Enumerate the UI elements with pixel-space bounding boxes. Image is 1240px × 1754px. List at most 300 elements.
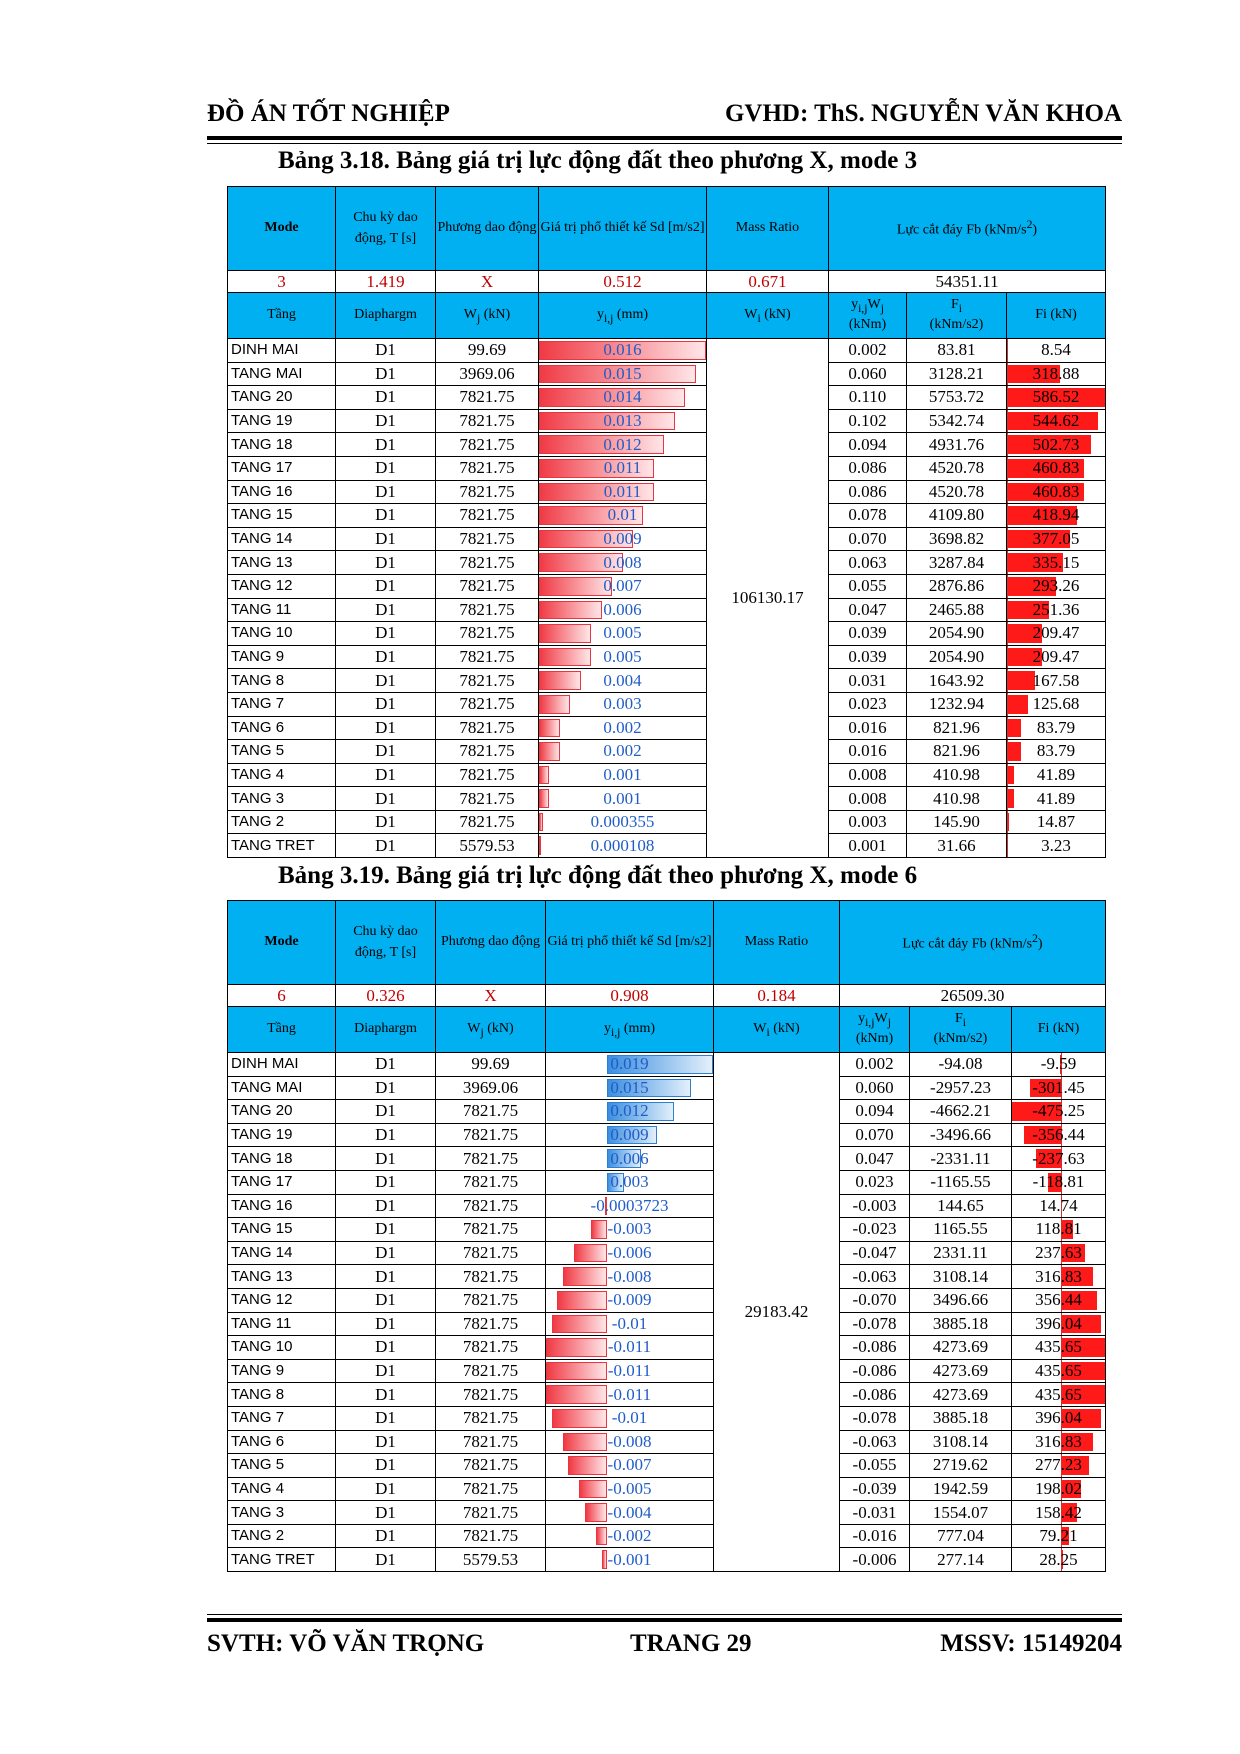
table-row: [228, 669, 1106, 693]
fi-kn-value: 418.94: [1032, 505, 1080, 525]
table-row: [228, 763, 1106, 787]
fi-kn-value: 8.54: [1041, 340, 1071, 360]
table-row: [228, 1359, 1106, 1383]
fi-value: 5753.72: [907, 386, 1007, 410]
yij-value: 0.002: [603, 741, 642, 761]
col-yw: [829, 293, 907, 339]
fi-kn-bar: [1007, 742, 1021, 761]
yij-cell: [546, 1454, 714, 1478]
fi-value: 4520.78: [907, 480, 1007, 504]
fi-kn-cell: [1012, 1100, 1106, 1124]
fi-kn-bar: [1007, 695, 1028, 714]
fi-value: -94.08: [910, 1053, 1012, 1077]
diaphragm-value: D1: [336, 1336, 436, 1360]
fi-kn-value: 14.87: [1036, 812, 1076, 832]
wj-value: 7821.75: [436, 433, 539, 457]
yw-value: 0.063: [829, 551, 907, 575]
fi-value: 144.65: [910, 1194, 1012, 1218]
fi-kn-axis: [1007, 410, 1008, 433]
diaphragm-value: D1: [336, 409, 436, 433]
floor-name: DINH MAI: [228, 1053, 336, 1077]
fi-kn-cell: [1012, 1241, 1106, 1265]
floor-name: DINH MAI: [228, 339, 336, 363]
diaphragm-value: D1: [336, 504, 436, 528]
fi-kn-cell: [1007, 645, 1106, 669]
direction-value: X: [436, 271, 539, 293]
yw-value: -0.086: [840, 1383, 910, 1407]
yij-cell: [539, 645, 707, 669]
yij-value: 0.01: [607, 505, 638, 525]
diaphragm-value: D1: [336, 834, 436, 858]
fi-kn-axis: [1007, 622, 1008, 645]
wj-value: 7821.75: [436, 1524, 546, 1548]
table-row: [228, 1218, 1106, 1242]
fi-kn-cell: [1007, 386, 1106, 410]
diaphragm-value: D1: [336, 692, 436, 716]
diaphragm-value: D1: [336, 433, 436, 457]
floor-name: TANG MAI: [228, 362, 336, 386]
yij-unit: (mm): [613, 306, 648, 322]
wj-value: 7821.75: [436, 1194, 546, 1218]
period-value: 1.419: [336, 271, 436, 293]
fi-kn-cell: [1012, 1312, 1106, 1336]
floor-name: TANG 13: [228, 1265, 336, 1289]
fi-kn-cell: [1007, 456, 1106, 480]
force-table-2: [227, 900, 1106, 1572]
wi-sub: i: [766, 1025, 770, 1039]
fi-kn-cell: [1007, 480, 1106, 504]
yij-value: 0.011: [603, 458, 642, 478]
yw-symbol-2: W: [867, 297, 881, 313]
fi-value: 3287.84: [907, 551, 1007, 575]
fi-value: 410.98: [907, 787, 1007, 811]
table-row: [228, 1076, 1106, 1100]
yw-value: 0.060: [840, 1076, 910, 1100]
diaphragm-value: D1: [336, 1288, 436, 1312]
fi-value: 31.66: [907, 834, 1007, 858]
fi-kn-cell: [1012, 1218, 1106, 1242]
diaphragm-value: D1: [336, 1100, 436, 1124]
fi-kn-cell: [1007, 598, 1106, 622]
mass-ratio-value: 0.184: [714, 985, 840, 1007]
fi-kn-cell: [1007, 692, 1106, 716]
wj-value: 7821.75: [436, 1218, 546, 1242]
floor-name: TANG 19: [228, 409, 336, 433]
yij-cell: [546, 1076, 714, 1100]
fi-value: 1232.94: [907, 692, 1007, 716]
floor-name: TANG 10: [228, 1336, 336, 1360]
yij-value: -0.001: [607, 1549, 652, 1569]
fi-kn-value: 586.52: [1032, 387, 1080, 407]
diaphragm-value: D1: [336, 763, 436, 787]
fi-kn-cell: [1012, 1383, 1106, 1407]
yij-bar: [539, 742, 560, 761]
fi-value: 4273.69: [910, 1383, 1012, 1407]
diaphragm-value: D1: [336, 1406, 436, 1430]
fi-kn-value: 251.36: [1032, 599, 1080, 619]
fi-kn-cell: [1012, 1194, 1106, 1218]
table-row: [228, 409, 1106, 433]
yw-value: -0.063: [840, 1265, 910, 1289]
col-diaphragm: Diaphargm: [336, 293, 436, 339]
yij-cell: [546, 1312, 714, 1336]
table-row: [228, 1454, 1106, 1478]
yij-cell: [539, 787, 707, 811]
fi-kn-cell: [1007, 740, 1106, 764]
yij-bar: [539, 435, 664, 454]
diaphragm-value: D1: [336, 716, 436, 740]
page-footer: [207, 1630, 1122, 1662]
yw-value: 0.023: [840, 1170, 910, 1194]
col-wj: [436, 293, 539, 339]
yw-value: -0.047: [840, 1241, 910, 1265]
wj-value: 7821.75: [436, 787, 539, 811]
fi-kn-cell: [1007, 787, 1106, 811]
diaphragm-value: D1: [336, 645, 436, 669]
fi-kn-axis: [1007, 669, 1008, 692]
fi-kn-axis: [1007, 433, 1008, 456]
table-row: [228, 1147, 1106, 1171]
wj-symbol: W: [467, 1020, 481, 1036]
table-caption-1: Bảng 3.18. Bảng giá trị lực động đất theo phương X, mode 3: [278, 147, 918, 174]
fi-kn-value: 83.79: [1036, 741, 1076, 761]
floor-name: TANG 7: [228, 1406, 336, 1430]
table-row: [228, 1383, 1106, 1407]
table-row: [228, 622, 1106, 646]
yw-value: -0.031: [840, 1501, 910, 1525]
yij-value: 0.003: [603, 694, 642, 714]
table-row: [228, 1430, 1106, 1454]
wj-value: 7821.75: [436, 1336, 546, 1360]
yw-value: -0.070: [840, 1288, 910, 1312]
yij-value: -0.002: [607, 1526, 652, 1546]
fi-kn-value: 83.79: [1036, 717, 1076, 737]
fi-kn-axis: [1007, 693, 1008, 716]
wj-value: 7821.75: [436, 1288, 546, 1312]
yij-cell: [546, 1053, 714, 1077]
fi-kn-cell: [1007, 574, 1106, 598]
yij-value: -0.01: [611, 1408, 648, 1428]
yij-cell: [546, 1501, 714, 1525]
fi-kn-value: 316.83: [1035, 1266, 1082, 1286]
floor-name: TANG 3: [228, 787, 336, 811]
diaphragm-value: D1: [336, 1548, 436, 1572]
floor-name: TANG 6: [228, 1430, 336, 1454]
fi-value: 4931.76: [907, 433, 1007, 457]
yij-value: 0.000108: [590, 835, 655, 855]
yw-value: 0.086: [829, 456, 907, 480]
col-mass-ratio: Mass Ratio: [707, 187, 829, 271]
yij-bar: [539, 789, 549, 808]
yij-cell: [539, 409, 707, 433]
yij-value: 0.006: [610, 1148, 649, 1168]
diaphragm-value: D1: [336, 1477, 436, 1501]
col-diaphragm: Diaphargm: [336, 1007, 436, 1053]
footer-student-id: MSSV: 15149204: [940, 1630, 1122, 1657]
yw-value: 0.047: [840, 1147, 910, 1171]
fi-value: -4662.21: [910, 1100, 1012, 1124]
yij-cell: [546, 1524, 714, 1548]
sd-value: 0.512: [539, 271, 707, 293]
wi-symbol: W: [744, 306, 758, 322]
fi-kn-cell: [1012, 1265, 1106, 1289]
fi-value: -3496.66: [910, 1123, 1012, 1147]
fi-kn-axis: [1007, 504, 1008, 527]
fi-kn-cell: [1007, 763, 1106, 787]
table-row: [228, 551, 1106, 575]
table-row: [228, 1548, 1106, 1572]
wi-value: 29183.42: [714, 1053, 840, 1572]
yw-value: 0.060: [829, 362, 907, 386]
fi-kn-axis: [1007, 646, 1008, 669]
yw-value: 0.039: [829, 645, 907, 669]
fi-kn-cell: [1007, 622, 1106, 646]
wj-unit: (kN): [483, 1020, 514, 1036]
yij-value: 0.015: [603, 363, 642, 383]
table-row: [228, 1123, 1106, 1147]
diaphragm-value: D1: [336, 787, 436, 811]
fi-kn-value: 435.65: [1035, 1361, 1082, 1381]
yij-cell: [539, 551, 707, 575]
yij-bar: [602, 1550, 608, 1569]
table-row: [228, 787, 1106, 811]
yw-value: 0.008: [829, 787, 907, 811]
floor-name: TANG 15: [228, 504, 336, 528]
fi-kn-axis: [1007, 575, 1008, 598]
yij-bar: [539, 695, 570, 714]
yij-cell: [546, 1477, 714, 1501]
wi-value: 106130.17: [707, 339, 829, 858]
fi-kn-axis: [1007, 528, 1008, 551]
fi-value: 1942.59: [910, 1477, 1012, 1501]
yij-cell: [539, 362, 707, 386]
fi-kn-cell: [1007, 409, 1106, 433]
wj-value: 5579.53: [436, 834, 539, 858]
diaphragm-value: D1: [336, 1053, 436, 1077]
wj-value: 7821.75: [436, 1100, 546, 1124]
fi-kn-axis: [1007, 551, 1008, 574]
yw-sub-2: j: [880, 302, 884, 316]
yij-value: 0.001: [603, 764, 642, 784]
diaphragm-value: D1: [336, 1076, 436, 1100]
col-wi: [714, 1007, 840, 1053]
fi-value: -2957.23: [910, 1076, 1012, 1100]
yw-value: -0.078: [840, 1312, 910, 1336]
fi-kn-value: -118.81: [1032, 1172, 1085, 1192]
yij-unit: (mm): [620, 1020, 655, 1036]
yij-cell: [539, 527, 707, 551]
col-direction: Phương dao động: [436, 187, 539, 271]
yij-value: 0.009: [603, 529, 642, 549]
yij-value: 0.012: [603, 434, 642, 454]
floor-name: TANG 2: [228, 1524, 336, 1548]
diaphragm-value: D1: [336, 1359, 436, 1383]
yij-value: -0.0003723: [590, 1195, 669, 1215]
yij-value: -0.008: [607, 1431, 652, 1451]
yij-bar: [596, 1527, 607, 1546]
yij-value: 0.019: [610, 1054, 649, 1074]
table-row: [228, 1194, 1106, 1218]
wi-symbol: W: [753, 1020, 767, 1036]
wj-value: 7821.75: [436, 1312, 546, 1336]
fi-kn-cell: [1012, 1076, 1106, 1100]
yij-cell: [539, 669, 707, 693]
fi-value: 1554.07: [910, 1501, 1012, 1525]
table-row: [228, 1477, 1106, 1501]
fi-value: 2054.90: [907, 645, 1007, 669]
fi-kn-value: 237.63: [1035, 1243, 1082, 1263]
fi-kn-value: 316.83: [1035, 1431, 1082, 1451]
yij-value: 0.012: [610, 1101, 649, 1121]
yw-value: 0.039: [829, 622, 907, 646]
wi-unit: (kN): [769, 1020, 800, 1036]
fi-kn-value: 125.68: [1032, 694, 1080, 714]
col-spectrum-sd: Giá trị phổ thiết kế Sd [m/s2]: [539, 187, 707, 271]
diaphragm-value: D1: [336, 1147, 436, 1171]
yw-symbol-2: W: [874, 1011, 888, 1027]
wj-value: 7821.75: [436, 1477, 546, 1501]
floor-name: TANG 16: [228, 1194, 336, 1218]
yij-cell: [539, 716, 707, 740]
yij-value: 0.005: [603, 623, 642, 643]
fi-kn-cell: [1007, 810, 1106, 834]
col-fi-kn: Fi (kN): [1012, 1007, 1106, 1053]
yw-value: -0.006: [840, 1548, 910, 1572]
yij-bar: [563, 1267, 608, 1286]
table-row: [228, 362, 1106, 386]
col-fi: [907, 293, 1007, 339]
fi-kn-cell: [1007, 834, 1106, 858]
base-shear-value: 54351.11: [829, 271, 1106, 293]
diaphragm-value: D1: [336, 669, 436, 693]
yij-bar: [552, 1315, 608, 1334]
table-caption-2: Bảng 3.19. Bảng giá trị lực động đất theo phương X, mode 6: [278, 862, 918, 889]
yw-value: 0.102: [829, 409, 907, 433]
base-shear-close: ): [1037, 936, 1043, 952]
floor-name: TANG 18: [228, 433, 336, 457]
yw-value: -0.055: [840, 1454, 910, 1478]
yij-cell: [546, 1336, 714, 1360]
floor-name: TANG 9: [228, 1359, 336, 1383]
table-row: [228, 504, 1106, 528]
diaphragm-value: D1: [336, 362, 436, 386]
table-row: [228, 834, 1106, 858]
base-shear-value: 26509.30: [840, 985, 1106, 1007]
fi-value: 821.96: [907, 716, 1007, 740]
floor-name: TANG TRET: [228, 834, 336, 858]
floor-name: TANG 6: [228, 716, 336, 740]
yij-bar: [574, 1244, 607, 1263]
fi-kn-axis: [1007, 386, 1008, 409]
fi-value: 4273.69: [910, 1359, 1012, 1383]
diaphragm-value: D1: [336, 810, 436, 834]
wj-value: 5579.53: [436, 1548, 546, 1572]
yij-bar: [585, 1503, 607, 1522]
floor-name: TANG 9: [228, 645, 336, 669]
fi-kn-value: 356.44: [1035, 1290, 1082, 1310]
wi-sub: i: [757, 311, 761, 325]
yij-value: 0.011: [603, 481, 642, 501]
floor-name: TANG 13: [228, 551, 336, 575]
yij-value: 0.001: [603, 788, 642, 808]
yij-value: 0.015: [610, 1077, 649, 1097]
fi-kn-value: 41.89: [1036, 764, 1076, 784]
force-table-1: [227, 186, 1106, 858]
yij-value: 0.008: [603, 552, 642, 572]
fi-kn-cell: [1012, 1454, 1106, 1478]
table-row: [228, 1406, 1106, 1430]
fi-value: 3885.18: [910, 1312, 1012, 1336]
base-shear-close: ): [1032, 222, 1038, 238]
fi-kn-value: 318.88: [1032, 363, 1080, 383]
fi-kn-cell: [1012, 1524, 1106, 1548]
yij-cell: [546, 1265, 714, 1289]
yij-value: -0.009: [607, 1290, 652, 1310]
diaphragm-value: D1: [336, 740, 436, 764]
diaphragm-value: D1: [336, 1524, 436, 1548]
fi-kn-value: 460.83: [1032, 458, 1080, 478]
yw-value: 0.086: [829, 480, 907, 504]
yw-value: 0.016: [829, 716, 907, 740]
fi-kn-value: 396.04: [1035, 1408, 1082, 1428]
yw-sub-2: j: [887, 1016, 891, 1030]
base-shear-label: Lực cắt đáy Fb (kNm/s: [896, 222, 1027, 238]
fi-value: 3698.82: [907, 527, 1007, 551]
yij-cell: [539, 456, 707, 480]
yij-value: 0.000355: [590, 812, 655, 832]
wj-value: 7821.75: [436, 1123, 546, 1147]
table-row: [228, 480, 1106, 504]
table-row: [228, 339, 1106, 363]
wj-value: 7821.75: [436, 386, 539, 410]
footer-student: SVTH: VÕ VĂN TRỌNG: [207, 1630, 485, 1657]
footer-rule-thin: [207, 1614, 1122, 1615]
floor-name: TANG 11: [228, 1312, 336, 1336]
wj-value: 7821.75: [436, 456, 539, 480]
yw-value: -0.078: [840, 1406, 910, 1430]
fi-kn-cell: [1007, 669, 1106, 693]
yij-bar: [539, 836, 541, 855]
yw-value: -0.016: [840, 1524, 910, 1548]
fi-kn-value: 3.23: [1041, 835, 1071, 855]
yij-value: 0.016: [603, 340, 642, 360]
col-spectrum-sd: Giá trị phổ thiết kế Sd [m/s2]: [546, 901, 714, 985]
yij-value: -0.01: [611, 1313, 648, 1333]
wj-value: 7821.75: [436, 1430, 546, 1454]
fi-value: 3496.66: [910, 1288, 1012, 1312]
fi-kn-value: 335.15: [1032, 552, 1080, 572]
yij-cell: [539, 339, 707, 363]
yw-value: 0.094: [829, 433, 907, 457]
diaphragm-value: D1: [336, 1123, 436, 1147]
yij-cell: [539, 433, 707, 457]
yw-symbol: y: [851, 297, 859, 313]
yw-value: -0.086: [840, 1336, 910, 1360]
yij-cell: [539, 740, 707, 764]
wj-value: 7821.75: [436, 692, 539, 716]
fi-value: 1643.92: [907, 669, 1007, 693]
wj-value: 7821.75: [436, 716, 539, 740]
footer-rule-thick: [207, 1618, 1122, 1622]
diaphragm-value: D1: [336, 622, 436, 646]
yw-value: 0.078: [829, 504, 907, 528]
diaphragm-value: D1: [336, 1265, 436, 1289]
diaphragm-value: D1: [336, 456, 436, 480]
yij-cell: [546, 1359, 714, 1383]
wj-value: 7821.75: [436, 409, 539, 433]
yij-bar: [563, 1433, 608, 1452]
yij-value: 0.013: [603, 411, 642, 431]
